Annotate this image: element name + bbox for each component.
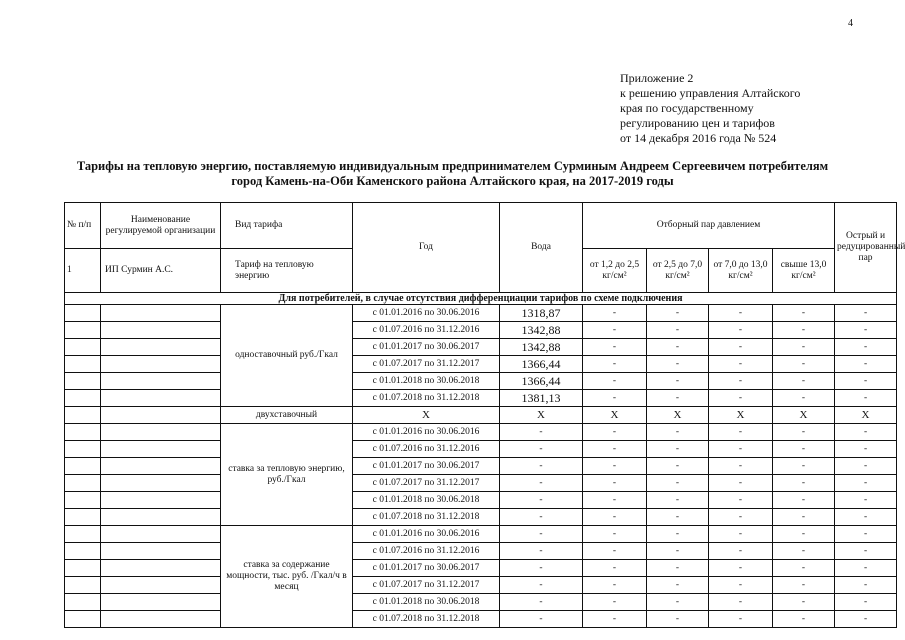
period-cell: с 01.07.2018 по 31.12.2018: [353, 611, 500, 628]
value-cell: -: [647, 356, 709, 373]
table-row: [65, 339, 897, 356]
value-cell: -: [583, 543, 647, 560]
empty-cell: [65, 322, 101, 339]
value-cell: -: [709, 305, 773, 322]
value-cell: -: [583, 373, 647, 390]
table-row: [65, 560, 897, 577]
water-cell: -: [500, 543, 583, 560]
period-cell: с 01.01.2017 по 30.06.2017: [353, 339, 500, 356]
water-cell: 1342,88: [500, 322, 583, 339]
period-cell: с 01.01.2017 по 30.06.2017: [353, 560, 500, 577]
header-steam: Отборный пар давлением: [583, 203, 835, 249]
empty-cell: [101, 560, 221, 577]
value-cell: -: [583, 339, 647, 356]
period-cell: с 01.01.2017 по 30.06.2017: [353, 458, 500, 475]
header-steam-col: свыше 13,0 кг/см²: [773, 249, 835, 293]
value-cell: -: [835, 441, 897, 458]
value-cell: -: [709, 339, 773, 356]
value-cell: -: [835, 373, 897, 390]
value-cell: X: [583, 407, 647, 424]
period-cell: с 01.07.2016 по 31.12.2016: [353, 441, 500, 458]
empty-cell: [65, 373, 101, 390]
empty-cell: [65, 458, 101, 475]
water-cell: -: [500, 475, 583, 492]
value-cell: -: [835, 611, 897, 628]
empty-cell: [101, 509, 221, 526]
appendix-note: [620, 71, 860, 146]
value-cell: -: [835, 305, 897, 322]
value-cell: -: [647, 373, 709, 390]
period-cell: с 01.01.2016 по 30.06.2016: [353, 526, 500, 543]
header-sharp-steam: Острый и редуцированный пар: [835, 203, 897, 293]
value-cell: -: [583, 356, 647, 373]
empty-cell: [101, 441, 221, 458]
value-cell: -: [709, 543, 773, 560]
value-cell: -: [773, 611, 835, 628]
title-line-2: город Камень-на-Оби Каменского района Алтайского края, на 2017-2019 годы: [231, 174, 674, 188]
value-cell: -: [709, 475, 773, 492]
value-cell: -: [835, 543, 897, 560]
period-cell: с 01.07.2017 по 31.12.2017: [353, 356, 500, 373]
period-cell: с 01.07.2016 по 31.12.2016: [353, 322, 500, 339]
water-cell: -: [500, 577, 583, 594]
value-cell: -: [773, 475, 835, 492]
value-cell: -: [647, 424, 709, 441]
table-row: [65, 577, 897, 594]
title-line-1: Тарифы на тепловую энергию, поставляемую индивидуальным предпринимателем Сурминым Андреем Сергеевичем потребителям: [76, 159, 829, 173]
value-cell: -: [647, 339, 709, 356]
water-cell: 1366,44: [500, 373, 583, 390]
table-row: [65, 441, 897, 458]
value-cell: -: [773, 560, 835, 577]
empty-cell: [65, 594, 101, 611]
value-cell: -: [647, 322, 709, 339]
tariff-table: [64, 202, 905, 628]
tariff-label: одноставочный руб./Гкал: [221, 305, 353, 407]
value-cell: -: [583, 492, 647, 509]
value-cell: X: [835, 407, 897, 424]
value-cell: -: [647, 594, 709, 611]
org-row-num: 1: [65, 249, 101, 293]
value-cell: X: [647, 407, 709, 424]
value-cell: -: [709, 441, 773, 458]
table-row: [65, 356, 897, 373]
value-cell: -: [647, 543, 709, 560]
water-cell: -: [500, 509, 583, 526]
appendix-line: от 14 декабря 2016 года № 524: [620, 131, 777, 145]
value-cell: -: [709, 424, 773, 441]
value-cell: -: [835, 526, 897, 543]
appendix-line: Приложение 2: [620, 71, 694, 85]
value-cell: -: [835, 356, 897, 373]
value-cell: -: [583, 322, 647, 339]
value-cell: -: [835, 458, 897, 475]
empty-cell: [101, 407, 221, 424]
value-cell: -: [835, 492, 897, 509]
value-cell: -: [583, 390, 647, 407]
period-cell: с 01.01.2018 по 30.06.2018: [353, 373, 500, 390]
value-cell: -: [773, 543, 835, 560]
value-cell: -: [647, 526, 709, 543]
header-org: Наименование регулируемой организации: [101, 203, 221, 249]
table-row: [65, 475, 897, 492]
table-row: [65, 594, 897, 611]
empty-cell: [65, 441, 101, 458]
value-cell: -: [835, 594, 897, 611]
value-cell: -: [709, 560, 773, 577]
empty-cell: [65, 305, 101, 322]
header-steam-col: от 2,5 до 7,0 кг/см²: [647, 249, 709, 293]
value-cell: -: [709, 594, 773, 611]
empty-cell: [65, 560, 101, 577]
empty-cell: [65, 407, 101, 424]
table-row: [65, 305, 897, 322]
water-cell: -: [500, 560, 583, 577]
period-cell: с 01.07.2016 по 31.12.2016: [353, 543, 500, 560]
value-cell: -: [709, 356, 773, 373]
empty-cell: [101, 611, 221, 628]
empty-cell: [101, 322, 221, 339]
value-cell: -: [647, 305, 709, 322]
period-cell: с 01.07.2017 по 31.12.2017: [353, 475, 500, 492]
value-cell: -: [773, 424, 835, 441]
value-cell: -: [583, 560, 647, 577]
value-cell: -: [773, 509, 835, 526]
tariff-label: ставка за тепловую энергию, руб./Гкал: [221, 424, 353, 526]
table-row: [65, 458, 897, 475]
water-cell: 1366,44: [500, 356, 583, 373]
appendix-line: края по государственному: [620, 101, 754, 115]
header-steam-col: от 7,0 до 13,0 кг/см²: [709, 249, 773, 293]
empty-cell: [101, 492, 221, 509]
header-tariff-type: Вид тарифа: [221, 203, 353, 249]
value-cell: -: [773, 305, 835, 322]
header-water: Вода: [500, 203, 583, 293]
value-cell: -: [647, 560, 709, 577]
document-title: [20, 159, 885, 189]
appendix-line: к решению управления Алтайского: [620, 86, 801, 100]
header-steam-col: от 1,2 до 2,5 кг/см²: [583, 249, 647, 293]
value-cell: -: [583, 305, 647, 322]
table-row: [65, 390, 897, 407]
water-cell: 1342,88: [500, 339, 583, 356]
value-cell: -: [835, 322, 897, 339]
value-cell: -: [709, 526, 773, 543]
value-cell: -: [773, 492, 835, 509]
value-cell: -: [583, 475, 647, 492]
value-cell: -: [773, 458, 835, 475]
value-cell: -: [583, 594, 647, 611]
value-cell: -: [583, 458, 647, 475]
value-cell: -: [583, 526, 647, 543]
value-cell: -: [709, 390, 773, 407]
value-cell: -: [773, 390, 835, 407]
empty-cell: [65, 577, 101, 594]
empty-cell: [65, 339, 101, 356]
tariff-label: двухставочный: [221, 407, 353, 424]
empty-cell: [101, 577, 221, 594]
empty-cell: [101, 475, 221, 492]
empty-cell: [101, 339, 221, 356]
value-cell: -: [583, 441, 647, 458]
tariff-label: ставка за содержание мощности, тыс. руб. /Гкал/ч в месяц: [221, 526, 353, 628]
water-cell: -: [500, 526, 583, 543]
empty-cell: [101, 543, 221, 560]
value-cell: -: [773, 441, 835, 458]
empty-cell: [65, 543, 101, 560]
value-cell: -: [647, 577, 709, 594]
value-cell: -: [835, 424, 897, 441]
period-cell: с 01.07.2018 по 31.12.2018: [353, 390, 500, 407]
empty-cell: [65, 475, 101, 492]
value-cell: X: [709, 407, 773, 424]
table-row: [65, 492, 897, 509]
water-cell: X: [500, 407, 583, 424]
value-cell: X: [773, 407, 835, 424]
value-cell: -: [773, 339, 835, 356]
org-row-name: ИП Сурмин А.С.: [101, 249, 221, 293]
value-cell: -: [835, 339, 897, 356]
value-cell: -: [709, 509, 773, 526]
period-cell: с 01.01.2016 по 30.06.2016: [353, 424, 500, 441]
empty-cell: [65, 424, 101, 441]
water-cell: -: [500, 492, 583, 509]
value-cell: -: [583, 424, 647, 441]
value-cell: -: [773, 577, 835, 594]
period-cell: с 01.01.2016 по 30.06.2016: [353, 305, 500, 322]
table-row: [65, 543, 897, 560]
value-cell: -: [647, 458, 709, 475]
table-row: [65, 424, 897, 441]
empty-cell: [65, 509, 101, 526]
value-cell: -: [835, 560, 897, 577]
value-cell: -: [835, 390, 897, 407]
value-cell: -: [647, 611, 709, 628]
value-cell: -: [709, 373, 773, 390]
empty-cell: [65, 526, 101, 543]
period-cell: с 01.01.2018 по 30.06.2018: [353, 594, 500, 611]
water-cell: 1381,13: [500, 390, 583, 407]
table-row: [65, 373, 897, 390]
value-cell: -: [773, 373, 835, 390]
water-cell: -: [500, 424, 583, 441]
water-cell: -: [500, 594, 583, 611]
value-cell: -: [773, 526, 835, 543]
header-year: Год: [353, 203, 500, 293]
empty-cell: [101, 458, 221, 475]
value-cell: -: [835, 509, 897, 526]
value-cell: -: [709, 611, 773, 628]
water-cell: -: [500, 458, 583, 475]
water-cell: 1318,87: [500, 305, 583, 322]
table-row: [65, 322, 897, 339]
table-row: [65, 509, 897, 526]
water-cell: -: [500, 611, 583, 628]
value-cell: -: [647, 441, 709, 458]
value-cell: -: [709, 492, 773, 509]
value-cell: -: [647, 492, 709, 509]
appendix-line: регулированию цен и тарифов: [620, 116, 775, 130]
empty-cell: [65, 356, 101, 373]
empty-cell: [101, 390, 221, 407]
org-row-tariff: Тариф на тепловую энергию: [221, 249, 353, 293]
empty-cell: [101, 356, 221, 373]
value-cell: -: [773, 594, 835, 611]
empty-cell: [101, 424, 221, 441]
value-cell: -: [709, 577, 773, 594]
empty-cell: [101, 373, 221, 390]
value-cell: -: [583, 577, 647, 594]
empty-cell: [101, 526, 221, 543]
section-title: Для потребителей, в случае отсутствия дифференциации тарифов по схеме подключения: [65, 293, 897, 305]
header-num: № п/п: [65, 203, 101, 249]
period-cell: с 01.01.2018 по 30.06.2018: [353, 492, 500, 509]
table-row: [65, 611, 897, 628]
empty-cell: [101, 594, 221, 611]
empty-cell: [65, 492, 101, 509]
value-cell: -: [773, 356, 835, 373]
value-cell: -: [835, 475, 897, 492]
empty-cell: [65, 390, 101, 407]
value-cell: -: [583, 509, 647, 526]
value-cell: -: [583, 611, 647, 628]
value-cell: -: [709, 322, 773, 339]
value-cell: -: [647, 509, 709, 526]
water-cell: -: [500, 441, 583, 458]
value-cell: -: [647, 475, 709, 492]
period-cell: с 01.07.2017 по 31.12.2017: [353, 577, 500, 594]
page-number: 4: [848, 18, 853, 29]
table-row: [65, 526, 897, 543]
period-cell: с 01.07.2018 по 31.12.2018: [353, 509, 500, 526]
value-cell: -: [709, 458, 773, 475]
period-cell: X: [353, 407, 500, 424]
value-cell: -: [647, 390, 709, 407]
value-cell: -: [835, 577, 897, 594]
value-cell: -: [773, 322, 835, 339]
empty-cell: [101, 305, 221, 322]
table-row: [65, 407, 897, 424]
empty-cell: [65, 611, 101, 628]
